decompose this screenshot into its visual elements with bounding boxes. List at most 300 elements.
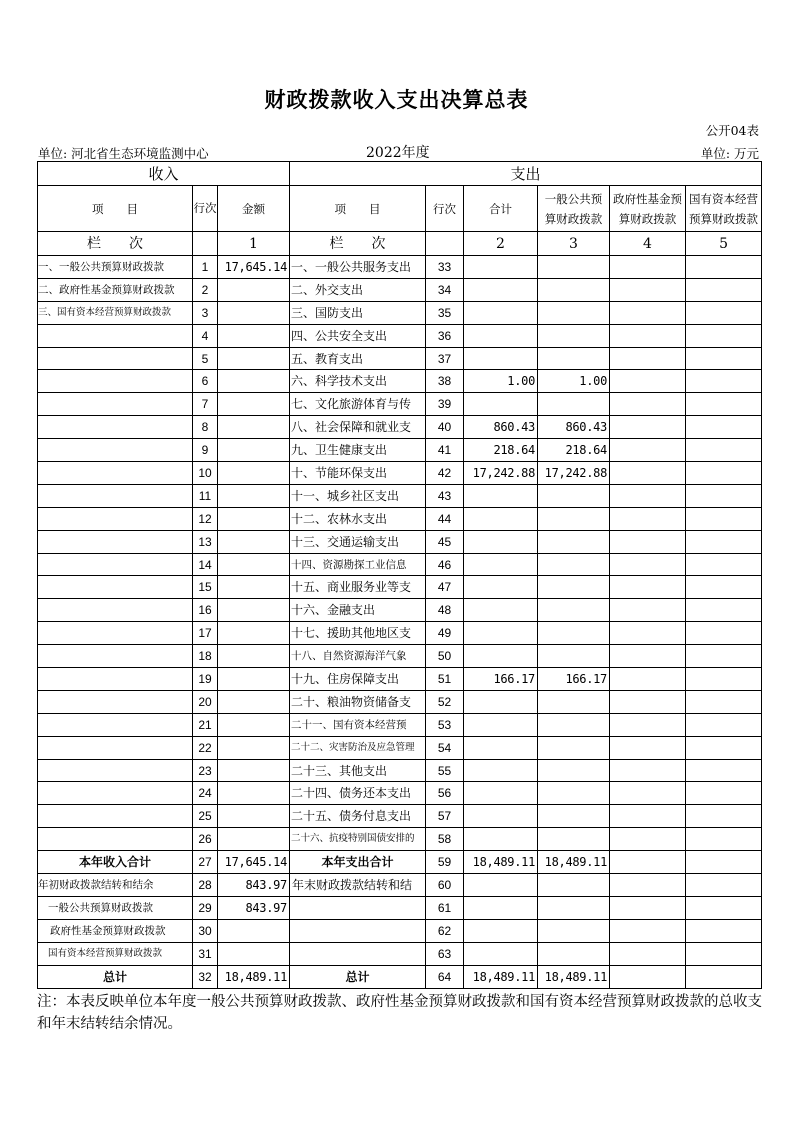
income-amount: 17,645.14 bbox=[218, 256, 290, 279]
expense-general-budget bbox=[538, 759, 610, 782]
income-amount bbox=[218, 668, 290, 691]
income-item bbox=[38, 484, 193, 507]
expense-item: 九、卫生健康支出 bbox=[290, 439, 426, 462]
income-item: 政府性基金预算财政拨款 bbox=[38, 919, 193, 942]
table-row bbox=[38, 713, 762, 736]
expense-row-number: 47 bbox=[426, 576, 464, 599]
expense-row-number: 45 bbox=[426, 530, 464, 553]
expense-gov-fund bbox=[610, 782, 686, 805]
expense-general-budget bbox=[538, 484, 610, 507]
expense-state-capital bbox=[686, 484, 762, 507]
income-item: 一般公共预算财政拨款 bbox=[38, 896, 193, 919]
expense-item: 总计 bbox=[290, 965, 426, 988]
income-row-number: 7 bbox=[193, 393, 218, 416]
income-item bbox=[38, 576, 193, 599]
expense-general-budget bbox=[538, 942, 610, 965]
income-amount bbox=[218, 782, 290, 805]
income-item bbox=[38, 347, 193, 370]
table-row bbox=[38, 805, 762, 828]
income-column-label: 栏 次 bbox=[38, 232, 193, 256]
expense-item: 二十、粮油物资储备支 bbox=[290, 690, 426, 713]
table-row bbox=[38, 370, 762, 393]
expense-row-number: 37 bbox=[426, 347, 464, 370]
expense-state-capital bbox=[686, 393, 762, 416]
income-item bbox=[38, 507, 193, 530]
expense-state-capital bbox=[686, 690, 762, 713]
income-amount bbox=[218, 484, 290, 507]
income-item bbox=[38, 530, 193, 553]
income-item-header: 项 目 bbox=[38, 186, 193, 232]
expense-item: 十一、城乡社区支出 bbox=[290, 484, 426, 507]
table-row bbox=[38, 256, 762, 279]
income-item bbox=[38, 782, 193, 805]
expense-item: 十四、资源勘探工业信息 bbox=[290, 553, 426, 576]
income-item bbox=[38, 553, 193, 576]
income-row-number: 2 bbox=[193, 278, 218, 301]
expense-general-budget bbox=[538, 736, 610, 759]
income-amount bbox=[218, 324, 290, 347]
expense-item: 七、文化旅游体育与传 bbox=[290, 393, 426, 416]
expense-state-capital bbox=[686, 347, 762, 370]
expense-gov-fund bbox=[610, 736, 686, 759]
income-item bbox=[38, 805, 193, 828]
income-item bbox=[38, 393, 193, 416]
table-row bbox=[38, 645, 762, 668]
expense-state-capital bbox=[686, 805, 762, 828]
table-row bbox=[38, 759, 762, 782]
expense-total bbox=[464, 919, 538, 942]
expense-general-budget bbox=[538, 645, 610, 668]
expense-total bbox=[464, 530, 538, 553]
expense-row-number: 51 bbox=[426, 668, 464, 691]
expense-state-capital bbox=[686, 828, 762, 851]
expense-general-budget bbox=[538, 553, 610, 576]
income-item bbox=[38, 713, 193, 736]
income-item: 年初财政拨款结转和结余 bbox=[38, 874, 193, 897]
expense-gov-fund bbox=[610, 256, 686, 279]
income-amount: 843.97 bbox=[218, 896, 290, 919]
income-amount bbox=[218, 736, 290, 759]
expense-total bbox=[464, 942, 538, 965]
expense-general-budget: 218.64 bbox=[538, 439, 610, 462]
income-row-number: 4 bbox=[193, 324, 218, 347]
expense-rowno-blank bbox=[426, 232, 464, 256]
expense-general-budget bbox=[538, 622, 610, 645]
column-number-5: 5 bbox=[686, 232, 762, 256]
expense-row-number: 33 bbox=[426, 256, 464, 279]
income-amount bbox=[218, 599, 290, 622]
expense-state-capital bbox=[686, 599, 762, 622]
expense-gov-fund bbox=[610, 439, 686, 462]
expense-item: 八、社会保障和就业支 bbox=[290, 416, 426, 439]
expense-gov-fund bbox=[610, 576, 686, 599]
expense-general-budget: 860.43 bbox=[538, 416, 610, 439]
expense-total bbox=[464, 874, 538, 897]
expense-total bbox=[464, 759, 538, 782]
income-row-number: 1 bbox=[193, 256, 218, 279]
income-item: 三、国有资本经营预算财政拨款 bbox=[38, 301, 193, 324]
income-item bbox=[38, 690, 193, 713]
fiscal-year: 2022年度 bbox=[366, 145, 430, 161]
summary-row bbox=[38, 942, 762, 965]
income-amount bbox=[218, 622, 290, 645]
summary-row bbox=[38, 896, 762, 919]
expense-total bbox=[464, 347, 538, 370]
expense-general-budget bbox=[538, 530, 610, 553]
gov-fund-header: 政府性基金预算财政拨款 bbox=[610, 186, 686, 232]
expense-state-capital bbox=[686, 851, 762, 874]
income-amount bbox=[218, 553, 290, 576]
expense-item: 二十一、国有资本经营预 bbox=[290, 713, 426, 736]
expense-item: 二十二、灾害防治及应急管理 bbox=[290, 736, 426, 759]
expense-gov-fund bbox=[610, 301, 686, 324]
expense-general-budget bbox=[538, 874, 610, 897]
expense-gov-fund bbox=[610, 828, 686, 851]
expense-item: 十六、金融支出 bbox=[290, 599, 426, 622]
expense-total bbox=[464, 690, 538, 713]
expense-row-number: 50 bbox=[426, 645, 464, 668]
expense-row-number: 54 bbox=[426, 736, 464, 759]
expense-row-number: 46 bbox=[426, 553, 464, 576]
expense-row-number: 42 bbox=[426, 462, 464, 485]
expense-row-number: 38 bbox=[426, 370, 464, 393]
section-header-row bbox=[38, 162, 762, 186]
expense-gov-fund bbox=[610, 507, 686, 530]
expense-state-capital bbox=[686, 553, 762, 576]
income-amount bbox=[218, 301, 290, 324]
expense-total: 17,242.88 bbox=[464, 462, 538, 485]
income-column-number: 1 bbox=[218, 232, 290, 256]
expense-item: 年末财政拨款结转和结 bbox=[290, 874, 426, 897]
income-row-number: 10 bbox=[193, 462, 218, 485]
income-amount bbox=[218, 828, 290, 851]
expense-state-capital bbox=[686, 622, 762, 645]
income-row-number: 22 bbox=[193, 736, 218, 759]
income-amount-header: 金额 bbox=[218, 186, 290, 232]
expense-item: 十、节能环保支出 bbox=[290, 462, 426, 485]
summary-row bbox=[38, 919, 762, 942]
expense-total bbox=[464, 507, 538, 530]
expense-row-number: 49 bbox=[426, 622, 464, 645]
expense-general-budget bbox=[538, 301, 610, 324]
income-amount bbox=[218, 805, 290, 828]
expense-gov-fund bbox=[610, 370, 686, 393]
income-row-number: 32 bbox=[193, 965, 218, 988]
expense-row-number: 62 bbox=[426, 919, 464, 942]
income-item: 二、政府性基金预算财政拨款 bbox=[38, 278, 193, 301]
expense-gov-fund bbox=[610, 713, 686, 736]
expense-item: 十七、援助其他地区支 bbox=[290, 622, 426, 645]
income-rowno-blank bbox=[193, 232, 218, 256]
table-row bbox=[38, 828, 762, 851]
table-row bbox=[38, 553, 762, 576]
expense-row-number: 44 bbox=[426, 507, 464, 530]
expense-item: 二、外交支出 bbox=[290, 278, 426, 301]
income-rowno-header: 行次 bbox=[193, 186, 218, 232]
income-amount: 17,645.14 bbox=[218, 851, 290, 874]
reporting-unit: 单位: 河北省生态环境监测中心 bbox=[38, 146, 209, 161]
expense-gov-fund bbox=[610, 919, 686, 942]
income-item bbox=[38, 668, 193, 691]
expense-state-capital bbox=[686, 782, 762, 805]
expense-total bbox=[464, 713, 538, 736]
income-amount bbox=[218, 462, 290, 485]
income-amount: 843.97 bbox=[218, 874, 290, 897]
income-row-number: 27 bbox=[193, 851, 218, 874]
income-row-number: 18 bbox=[193, 645, 218, 668]
expense-state-capital bbox=[686, 942, 762, 965]
expense-general-budget: 166.17 bbox=[538, 668, 610, 691]
expense-section-header: 支出 bbox=[290, 162, 762, 186]
income-item bbox=[38, 462, 193, 485]
expense-general-budget bbox=[538, 782, 610, 805]
expense-total bbox=[464, 896, 538, 919]
income-row-number: 31 bbox=[193, 942, 218, 965]
expense-row-number: 39 bbox=[426, 393, 464, 416]
income-row-number: 5 bbox=[193, 347, 218, 370]
expense-total bbox=[464, 622, 538, 645]
expense-item: 本年支出合计 bbox=[290, 851, 426, 874]
expense-general-budget bbox=[538, 919, 610, 942]
expense-item bbox=[290, 896, 426, 919]
table-row bbox=[38, 576, 762, 599]
expense-total bbox=[464, 278, 538, 301]
expense-total bbox=[464, 256, 538, 279]
expense-item: 一、一般公共服务支出 bbox=[290, 256, 426, 279]
expense-item: 六、科学技术支出 bbox=[290, 370, 426, 393]
expense-general-budget bbox=[538, 828, 610, 851]
currency-unit: 单位: 万元 bbox=[700, 146, 759, 161]
expense-row-number: 56 bbox=[426, 782, 464, 805]
expense-total bbox=[464, 576, 538, 599]
footnote: 注：本表反映单位本年度一般公共预算财政拨款、政府性基金预算财政拨款和国有资本经营预算财政拨款的总收支和年末结转结余情况。 bbox=[37, 994, 762, 1032]
table-row bbox=[38, 622, 762, 645]
table-row bbox=[38, 530, 762, 553]
expense-row-number: 40 bbox=[426, 416, 464, 439]
income-item bbox=[38, 370, 193, 393]
expense-total bbox=[464, 301, 538, 324]
expense-row-number: 53 bbox=[426, 713, 464, 736]
income-row-number: 28 bbox=[193, 874, 218, 897]
table-row bbox=[38, 668, 762, 691]
table-row bbox=[38, 278, 762, 301]
table-row bbox=[38, 782, 762, 805]
general-budget-header: 一般公共预算财政拨款 bbox=[538, 186, 610, 232]
expense-item: 十九、住房保障支出 bbox=[290, 668, 426, 691]
table-row bbox=[38, 690, 762, 713]
income-item bbox=[38, 599, 193, 622]
expense-total bbox=[464, 599, 538, 622]
expense-general-budget bbox=[538, 805, 610, 828]
expense-row-number: 35 bbox=[426, 301, 464, 324]
expense-state-capital bbox=[686, 301, 762, 324]
expense-general-budget bbox=[538, 576, 610, 599]
expense-item bbox=[290, 942, 426, 965]
expense-gov-fund bbox=[610, 622, 686, 645]
expense-rowno-header: 行次 bbox=[426, 186, 464, 232]
income-row-number: 6 bbox=[193, 370, 218, 393]
income-row-number: 17 bbox=[193, 622, 218, 645]
income-row-number: 3 bbox=[193, 301, 218, 324]
summary-row bbox=[38, 851, 762, 874]
expense-row-number: 61 bbox=[426, 896, 464, 919]
expense-item: 二十五、债务付息支出 bbox=[290, 805, 426, 828]
income-amount bbox=[218, 576, 290, 599]
expense-state-capital bbox=[686, 645, 762, 668]
income-item bbox=[38, 416, 193, 439]
expense-gov-fund bbox=[610, 874, 686, 897]
expense-total bbox=[464, 782, 538, 805]
table-row bbox=[38, 736, 762, 759]
table-row bbox=[38, 462, 762, 485]
expense-gov-fund bbox=[610, 530, 686, 553]
income-amount bbox=[218, 507, 290, 530]
expense-general-budget bbox=[538, 393, 610, 416]
income-row-number: 24 bbox=[193, 782, 218, 805]
income-row-number: 12 bbox=[193, 507, 218, 530]
expense-row-number: 48 bbox=[426, 599, 464, 622]
income-amount: 18,489.11 bbox=[218, 965, 290, 988]
expense-state-capital bbox=[686, 874, 762, 897]
expense-total bbox=[464, 736, 538, 759]
expense-general-budget: 17,242.88 bbox=[538, 462, 610, 485]
expense-general-budget: 1.00 bbox=[538, 370, 610, 393]
column-number-4: 4 bbox=[610, 232, 686, 256]
expense-state-capital bbox=[686, 370, 762, 393]
expense-state-capital bbox=[686, 919, 762, 942]
expense-row-number: 59 bbox=[426, 851, 464, 874]
income-item bbox=[38, 759, 193, 782]
table-row bbox=[38, 439, 762, 462]
expense-column-label: 栏 次 bbox=[290, 232, 426, 256]
summary-row bbox=[38, 874, 762, 897]
summary-row bbox=[38, 965, 762, 988]
income-row-number: 8 bbox=[193, 416, 218, 439]
expense-item: 四、公共安全支出 bbox=[290, 324, 426, 347]
income-row-number: 19 bbox=[193, 668, 218, 691]
income-amount bbox=[218, 530, 290, 553]
expense-general-budget bbox=[538, 599, 610, 622]
expense-general-budget bbox=[538, 713, 610, 736]
column-number-2: 2 bbox=[464, 232, 538, 256]
expense-general-budget bbox=[538, 896, 610, 919]
expense-total: 18,489.11 bbox=[464, 851, 538, 874]
expense-gov-fund bbox=[610, 553, 686, 576]
income-item bbox=[38, 736, 193, 759]
expense-item: 二十三、其他支出 bbox=[290, 759, 426, 782]
income-item: 一、一般公共预算财政拨款 bbox=[38, 256, 193, 279]
income-row-number: 21 bbox=[193, 713, 218, 736]
column-header-row bbox=[38, 186, 762, 232]
expense-total bbox=[464, 553, 538, 576]
income-row-number: 16 bbox=[193, 599, 218, 622]
expense-gov-fund bbox=[610, 759, 686, 782]
expense-general-budget: 18,489.11 bbox=[538, 851, 610, 874]
expense-state-capital bbox=[686, 530, 762, 553]
expense-state-capital bbox=[686, 713, 762, 736]
expense-row-number: 57 bbox=[426, 805, 464, 828]
expense-gov-fund bbox=[610, 416, 686, 439]
table-row bbox=[38, 324, 762, 347]
income-amount bbox=[218, 370, 290, 393]
expense-total bbox=[464, 645, 538, 668]
income-item bbox=[38, 828, 193, 851]
expense-row-number: 58 bbox=[426, 828, 464, 851]
expense-total: 166.17 bbox=[464, 668, 538, 691]
expense-gov-fund bbox=[610, 278, 686, 301]
income-amount bbox=[218, 347, 290, 370]
expense-row-number: 63 bbox=[426, 942, 464, 965]
table-row bbox=[38, 507, 762, 530]
expense-gov-fund bbox=[610, 462, 686, 485]
income-row-number: 11 bbox=[193, 484, 218, 507]
expense-gov-fund bbox=[610, 896, 686, 919]
income-amount bbox=[218, 278, 290, 301]
expense-state-capital bbox=[686, 736, 762, 759]
income-amount bbox=[218, 645, 290, 668]
expense-row-number: 43 bbox=[426, 484, 464, 507]
income-row-number: 14 bbox=[193, 553, 218, 576]
income-amount bbox=[218, 439, 290, 462]
expense-gov-fund bbox=[610, 942, 686, 965]
expense-gov-fund bbox=[610, 347, 686, 370]
expense-item: 二十六、抗疫特别国债安排的 bbox=[290, 828, 426, 851]
expense-state-capital bbox=[686, 462, 762, 485]
table-row bbox=[38, 416, 762, 439]
expense-item: 五、教育支出 bbox=[290, 347, 426, 370]
state-capital-header: 国有资本经营预算财政拨款 bbox=[686, 186, 762, 232]
income-amount bbox=[218, 416, 290, 439]
expense-general-budget bbox=[538, 690, 610, 713]
income-amount bbox=[218, 713, 290, 736]
expense-row-number: 41 bbox=[426, 439, 464, 462]
expense-state-capital bbox=[686, 576, 762, 599]
income-amount bbox=[218, 759, 290, 782]
expense-item: 二十四、债务还本支出 bbox=[290, 782, 426, 805]
expense-row-number: 34 bbox=[426, 278, 464, 301]
table-row bbox=[38, 484, 762, 507]
expense-total bbox=[464, 828, 538, 851]
expense-item: 十五、商业服务业等支 bbox=[290, 576, 426, 599]
income-amount bbox=[218, 919, 290, 942]
expense-total: 860.43 bbox=[464, 416, 538, 439]
expense-gov-fund bbox=[610, 805, 686, 828]
expense-total bbox=[464, 805, 538, 828]
income-amount bbox=[218, 942, 290, 965]
expense-general-budget bbox=[538, 256, 610, 279]
expense-state-capital bbox=[686, 507, 762, 530]
expense-state-capital bbox=[686, 324, 762, 347]
expense-general-budget bbox=[538, 507, 610, 530]
expense-row-number: 55 bbox=[426, 759, 464, 782]
expense-state-capital bbox=[686, 416, 762, 439]
table-row bbox=[38, 347, 762, 370]
expense-total bbox=[464, 484, 538, 507]
income-section-header: 收入 bbox=[38, 162, 290, 186]
form-number: 公开04表 bbox=[705, 123, 759, 138]
income-row-number: 23 bbox=[193, 759, 218, 782]
expense-item: 十八、自然资源海洋气象 bbox=[290, 645, 426, 668]
column-number-3: 3 bbox=[538, 232, 610, 256]
expense-gov-fund bbox=[610, 851, 686, 874]
income-amount bbox=[218, 393, 290, 416]
income-row-number: 29 bbox=[193, 896, 218, 919]
expense-gov-fund bbox=[610, 324, 686, 347]
income-row-number: 20 bbox=[193, 690, 218, 713]
income-item bbox=[38, 324, 193, 347]
expense-general-budget bbox=[538, 347, 610, 370]
table-row bbox=[38, 393, 762, 416]
